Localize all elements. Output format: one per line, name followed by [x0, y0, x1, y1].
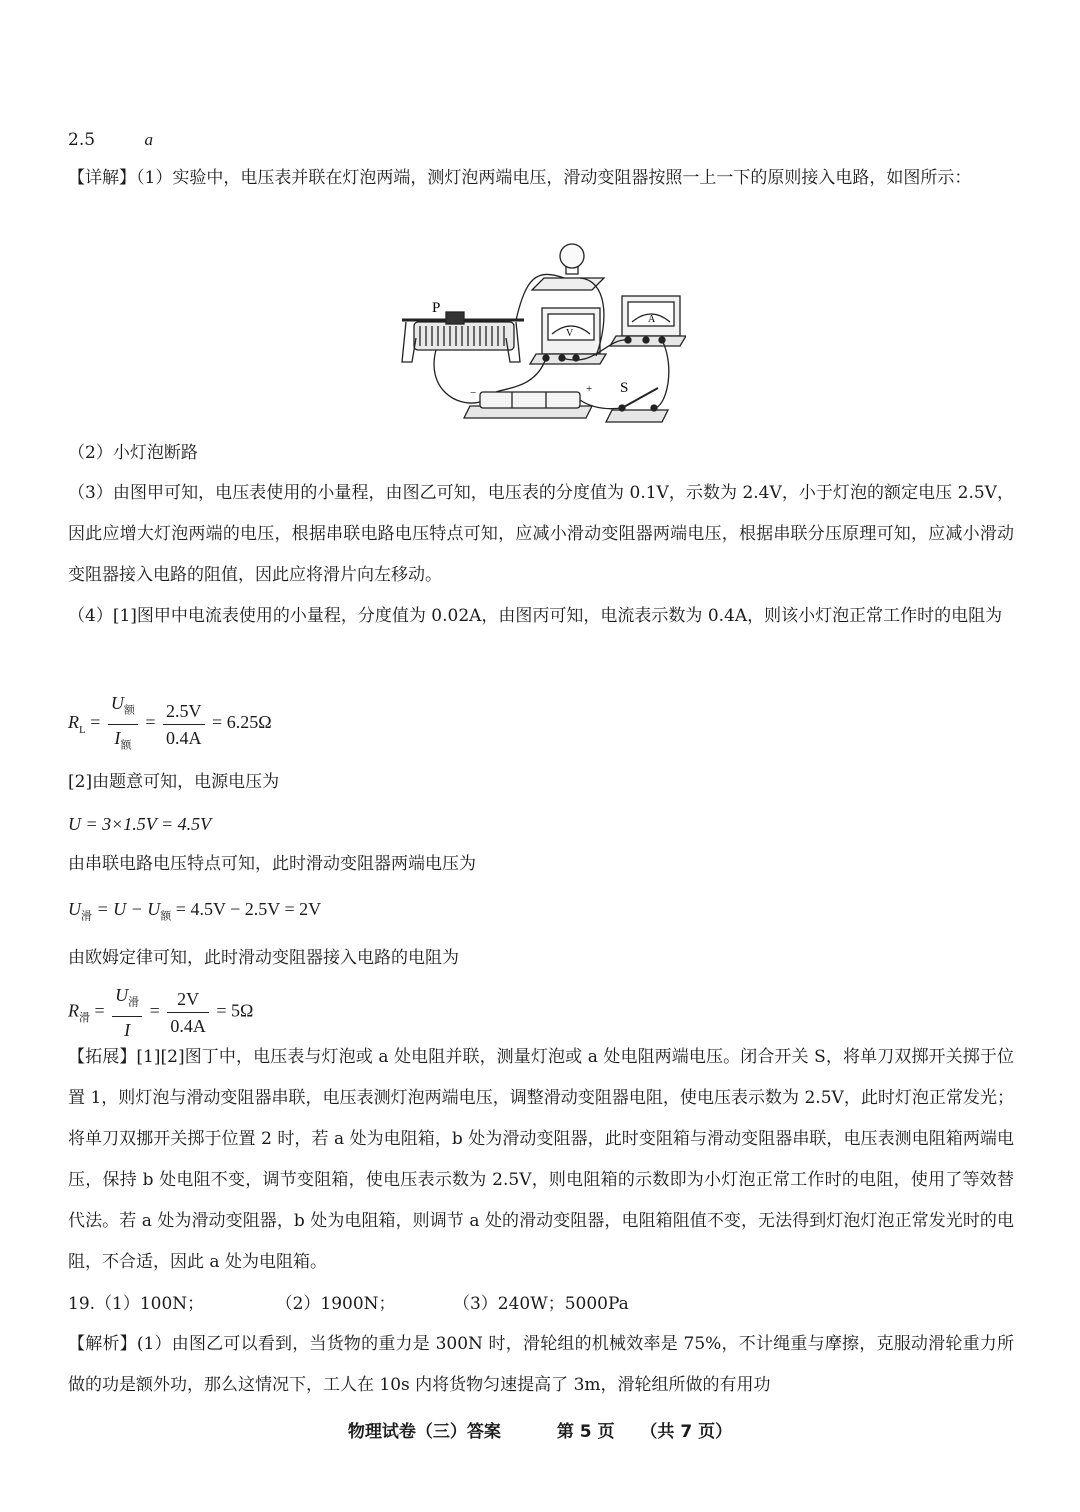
switch: [606, 388, 668, 422]
footer-total: （共 7 页）: [640, 1422, 733, 1442]
footer-title: 物理试卷（三）答案: [347, 1422, 501, 1442]
page-footer: [0, 1417, 1080, 1442]
detail-3: （3）由图甲可知，电压表使用的小量程，由图乙可知，电压表的分度值为 0.1V，示数为 2.4V，小于灯泡的额定电压 2.5V，因此应增大灯泡两端的电压，根据串联电路电压特点可知，应减小滑动变阻器两端电压，根据串联分压原理可知，应减小滑动变阻器接入电路的阻值，因此应将滑片向左移动。: [68, 483, 1014, 585]
equation-rheostat-resistance: $R_滑$ = $\frac{U_滑}{I}$ = $\frac{2V}{0.4A}$ = 5Ω: [68, 985, 254, 1040]
label-a: A: [648, 314, 656, 325]
equation-source-voltage: U = 3×1.5V = 4.5V: [68, 814, 212, 834]
line-2b: 由串联电路电压特点可知，此时滑动变阻器两端电压为: [68, 854, 476, 874]
rheostat: [402, 312, 524, 362]
answer-value: 2.5: [68, 130, 96, 150]
circuit-figure: [396, 238, 686, 428]
equation-resistance-lamp: $R_L$ = $\frac{U_额}{I_额}$ = $\frac{2.5V}{0.4A}$ = 6.25Ω: [68, 693, 272, 752]
label-plus: +: [586, 383, 593, 395]
detail-4: （4）[1]图甲中电流表使用的小量程，分度值为 0.02A，由图丙可知，电流表示数为 0.4A，则该小灯泡正常工作时的电阻为: [68, 606, 1003, 626]
detail-1: 【详解】（1）实验中，电压表并联在灯泡两端，测灯泡两端电压，滑动变阻器按照一上一下的原则接入电路，如图所示：: [68, 168, 972, 188]
battery-box: [464, 392, 592, 418]
label-v: V: [566, 328, 574, 339]
label-s: S: [620, 380, 629, 396]
extension-paragraph: 【拓展】[1][2]图丁中，电压表与灯泡或 a 处电阻并联，测量灯泡或 a 处电阻两端电压。闭合开关 S，将单刀双掷开关掷于位置 1，则灯泡与滑动变阻器串联，电压表测灯泡两端电压，调整滑动变阻器电阻，使电压表示数为 2.5V，此时灯泡正常发光；将单刀双挪开关掷于位置 2 时，若 a 处为电阻箱，b 处为滑动变阻器，此时变阻箱与滑动变阻器串联，电压表测电阻箱两端电压，保持 b 处电阻不变，调节变阻箱，使电压表示数为 2.5V，则电阻箱的示数即为小灯泡正常工作时的电阻，使用了等效替代法。若 a 处为滑动变阻器，b 处为电阻箱，则调节 a 处的滑动变阻器，电阻箱阻值不变，无法得到灯泡灯泡正常发光时的电阻，不合适，因此 a 处为电阻箱。: [68, 1047, 1014, 1272]
label-minus: −: [470, 387, 477, 399]
label-p: P: [432, 300, 441, 316]
answer-option: a: [144, 130, 153, 149]
question-19-answers: 19.（1）100N； （2）1900N； （3）240W；5000Pa: [68, 1294, 629, 1314]
analysis-paragraph: 【解析】(1）由图乙可以看到，当货物的重力是 300N 时，滑轮组的机械效率是 75%，不计绳重与摩擦，克服动滑轮重力所做的功是额外功，那么这情况下，工人在 10s 内将货物匀速提高了 3m，滑轮组所做的有用功: [68, 1334, 1014, 1395]
answer-line: [68, 128, 153, 152]
line-2a: [2]由题意可知，电源电压为: [68, 772, 280, 792]
footer-page: 第 5 页: [556, 1422, 615, 1442]
line-2c: 由欧姆定律可知，此时滑动变阻器接入电路的电阻为: [68, 948, 459, 968]
equation-rheostat-voltage: $U_滑 = U - U_额 = 4.5V - 2.5V = 2V$: [68, 899, 322, 923]
detail-2: （2）小灯泡断路: [68, 443, 198, 463]
